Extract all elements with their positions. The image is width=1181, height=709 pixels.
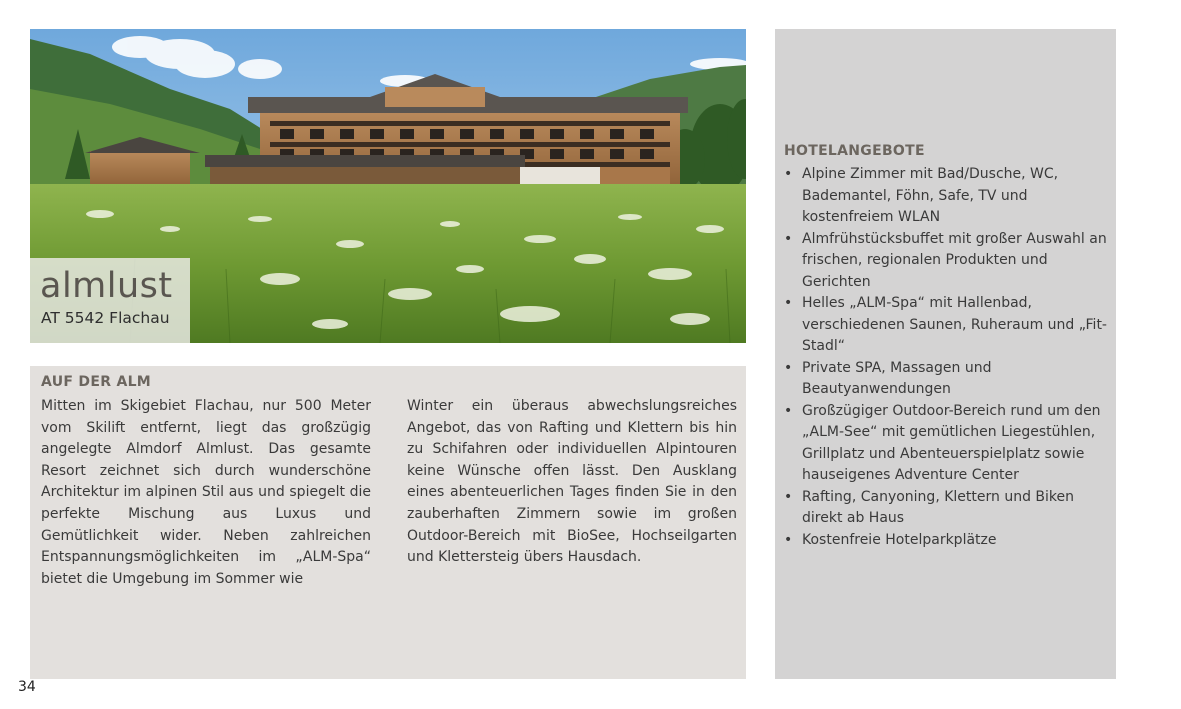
offer-item: • Kostenfreie Hotelparkplätze: [784, 530, 1114, 552]
hotel-name-card: [30, 258, 190, 343]
bullet-icon: •: [784, 531, 793, 548]
offer-item: • Rafting, Canyoning, Klettern und Biken direkt ab Haus: [784, 488, 1075, 526]
intro-column-2: Winter ein überaus abwechslungsreiches Angebot, das von Rafting und Klettern bis hin zu Schifahren oder individuellen Alpintouren keine Wünsche offen lässt. Den Ausklang eines abenteuerlichen Tages finden Sie in den zauberhaften Zimmern sowie im großen Outdoor-Bereich mit BioSee, Hochseilgarten und Klettersteig übers Hausdach.: [407, 398, 737, 566]
hotel-location: AT 5542 Flachau: [41, 309, 170, 327]
bullet-icon: •: [784, 359, 793, 376]
offer-item: • Almfrühstücksbuffet mit großer Auswahl an frischen, regionalen Produkten und Gerichten: [784, 230, 1107, 290]
intro-section: [30, 366, 746, 679]
offer-item: • Großzügiger Outdoor-Bereich rund um den „ALM-See“ mit gemütlichen Liegestühlen, Grillplatz und Abenteuerspielplatz sowie hauseigenes Adventure Center: [784, 402, 1101, 483]
hotel-name: almlust: [40, 266, 173, 306]
offer-item: • Alpine Zimmer mit Bad/Dusche, WC, Bademantel, Föhn, Safe, TV und kostenfreiem WLAN: [784, 166, 1059, 225]
bullet-icon: •: [784, 230, 793, 247]
bullet-icon: •: [784, 295, 793, 311]
intro-title: AUF DER ALM: [41, 374, 152, 390]
bullet-icon: •: [784, 402, 793, 419]
bullet-icon: •: [784, 488, 793, 505]
offers-sidebar: [775, 29, 1116, 679]
offers-title: HOTELANGEBOTE: [784, 143, 925, 159]
offers-list: [784, 164, 1114, 551]
intro-column-1: Mitten im Skigebiet Flachau, nur 500 Meter vom Skilift entfernt, liegt das großzügig angelegte Almdorf Almlust. Das gesamte Resort zeichnet sich durch wunderschöne Architektur im alpinen Stil aus und spiegelt die perfekte Mischung aus Luxus und Gemütlichkeit wider. Neben zahlreichen Entspannungsmöglichkeiten im „ALM-Spa“ bietet die Umgebung im Sommer wie: [41, 398, 371, 587]
offer-item: • Helles „ALM-Spa“ mit Hallenbad, verschiedenen Saunen, Ruheraum und „Fit-Stadl“: [784, 295, 1107, 354]
page-number: 34: [18, 679, 36, 695]
offer-item: • Private SPA, Massagen und Beautyanwendungen: [784, 359, 992, 397]
bullet-icon: •: [784, 166, 793, 182]
